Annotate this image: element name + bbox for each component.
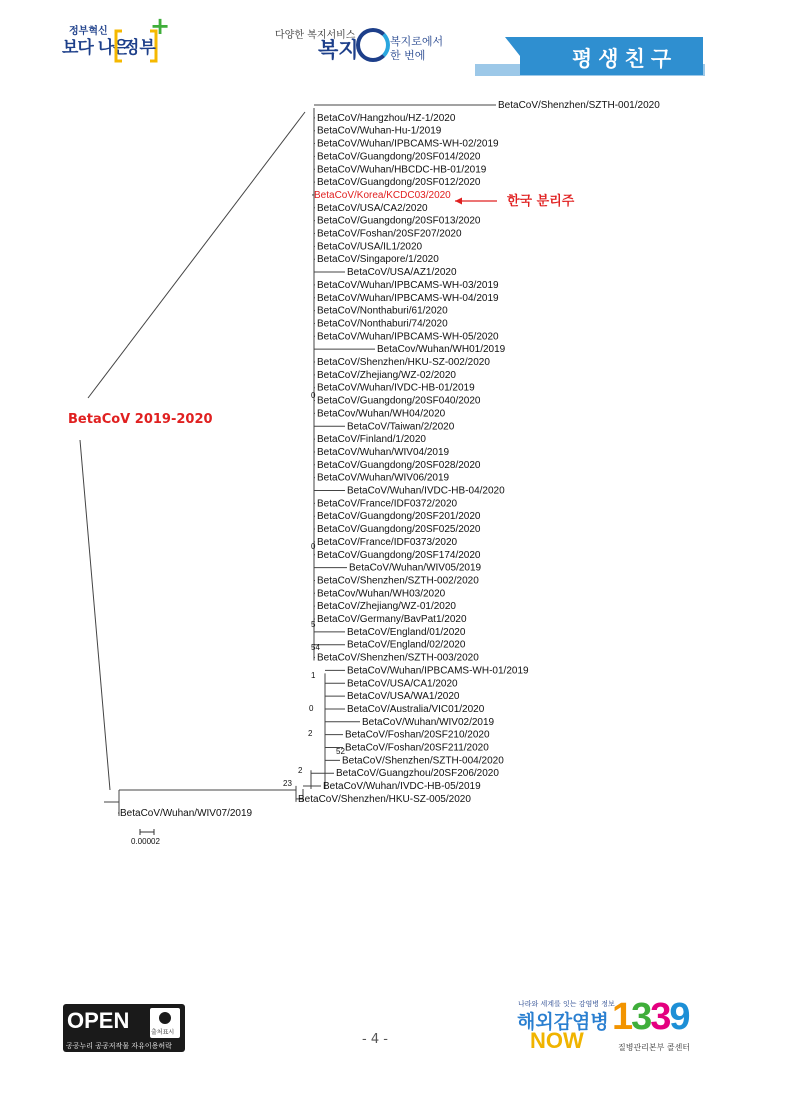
leaf-label: BetaCoV/Guangdong/20SF025/2020 bbox=[317, 524, 481, 536]
leaf-label: BetaCoV/Singapore/1/2020 bbox=[317, 254, 439, 266]
leaf-label: BetaCoV/Shenzhen/SZTH-002/2020 bbox=[317, 575, 479, 587]
leaf-label: BetaCoV/Guangdong/20SF028/2020 bbox=[317, 459, 481, 471]
support-value: 0 bbox=[309, 704, 314, 713]
leaf-label: BetaCoV/Wuhan/IVDC-HB-05/2019 bbox=[323, 781, 481, 793]
leaf-label: BetaCoV/Foshan/20SF210/2020 bbox=[345, 729, 490, 741]
open-license-word: OPEN bbox=[67, 1008, 130, 1033]
leaf-label: BetaCoV/USA/CA2/2020 bbox=[317, 202, 428, 214]
leaf-label: BetaCoV/USA/AZ1/2020 bbox=[347, 267, 457, 279]
highlight-arrow-icon bbox=[455, 198, 497, 205]
support-value: 0 bbox=[311, 542, 316, 551]
leaf-label: BetaCov/Wuhan/WH04/2020 bbox=[317, 408, 446, 420]
leaf-label: BetaCoV/Foshan/20SF211/2020 bbox=[345, 742, 489, 754]
leaf-label: BetaCoV/France/IDF0372/2020 bbox=[317, 498, 458, 510]
leaf-label: BetaCoV/Germany/BavPat1/2020 bbox=[317, 614, 467, 625]
leaf-label: BetaCoV/Wuhan/IPBCAMS-WH-04/2019 bbox=[317, 292, 499, 304]
leaf-label: BetaCoV/Nonthaburi/74/2020 bbox=[317, 318, 448, 330]
leaf-label: BetaCoV/England/01/2020 bbox=[347, 626, 466, 638]
logo-innovation-tagline: 정부혁신 bbox=[69, 26, 108, 37]
logo-innovation-left: 보다 나은 bbox=[62, 38, 129, 58]
leaf-label: BetaCov/Wuhan/WH03/2020 bbox=[317, 588, 446, 600]
leaf-label: BetaCoV/Australia/VIC01/2020 bbox=[347, 703, 485, 715]
leaf-label: BetaCoV/Zhejiang/WZ-02/2020 bbox=[317, 369, 456, 381]
plus-icon: + bbox=[150, 12, 171, 40]
support-value: 2 bbox=[298, 766, 303, 775]
leaf-label: BetaCoV/Shenzhen/SZTH-001/2020 bbox=[498, 100, 660, 111]
scale-label: 0.00002 bbox=[131, 837, 160, 846]
leaf-label: BetaCoV/Guangdong/20SF201/2020 bbox=[317, 511, 481, 523]
leaf-label: BetaCoV/USA/IL1/2020 bbox=[317, 241, 423, 253]
support-value: 52 bbox=[336, 747, 345, 756]
support-value: 5 bbox=[311, 620, 316, 629]
logo-welfare-side-2: 한 번에 bbox=[390, 49, 426, 62]
support-value: 54 bbox=[311, 643, 320, 652]
person-icon bbox=[159, 1012, 171, 1024]
leaf-label: BetaCoV/Guangzhou/20SF206/2020 bbox=[336, 768, 499, 780]
leaf-label: BetaCoV/Shenzhen/HKU-SZ-005/2020 bbox=[298, 793, 471, 805]
korea-isolate-label: 한국 분리주 bbox=[507, 194, 575, 209]
leaf-label: BetaCoV/Wuhan/WIV02/2019 bbox=[362, 716, 495, 728]
leaf-label: BetaCoV/Wuhan/HBCDC-HB-01/2019 bbox=[317, 164, 487, 176]
leaf-label: BetaCoV/Finland/1/2020 bbox=[317, 434, 426, 446]
leaf-label: BetaCoV/Shenzhen/HKU-SZ-002/2020 bbox=[317, 357, 490, 368]
clade-bracket-line bbox=[88, 112, 305, 398]
support-value: 1 bbox=[311, 671, 316, 680]
leaf-label: BetaCoV/USA/CA1/2020 bbox=[347, 678, 458, 690]
banner-title: 평생친구 bbox=[572, 47, 678, 71]
hotline-digit: 1 bbox=[612, 996, 632, 1038]
now-logo-main: 해외감염병 bbox=[517, 1011, 609, 1033]
leaf-label: BetaCoV/Wuhan/IVDC-HB-04/2020 bbox=[347, 485, 505, 497]
leaf-label: BetaCoV/Wuhan/WIV06/2019 bbox=[317, 472, 450, 484]
leaf-label: BetaCoV/Foshan/20SF207/2020 bbox=[317, 228, 462, 240]
hotline-caption: 질병관리본부 콜센터 bbox=[618, 1043, 691, 1052]
leaf-label: BetaCoV/Wuhan/IPBCAMS-WH-01/2019 bbox=[347, 665, 529, 677]
open-license-caption: 공공누리 공공저작물 자유이용허락 bbox=[66, 1042, 172, 1050]
leaf-label: BetaCoV/USA/WA1/2020 bbox=[347, 691, 460, 703]
leaf-label: BetaCoV/Guangdong/20SF040/2020 bbox=[317, 395, 481, 407]
attribution-tag: 출처표시 bbox=[151, 1029, 175, 1036]
hotline-digit: 3 bbox=[631, 996, 651, 1038]
leaf-label: BetaCoV/Hangzhou/HZ-1/2020 bbox=[317, 112, 456, 124]
hotline-digit: 9 bbox=[669, 996, 689, 1038]
leaf-label: BetaCoV/Wuhan/IPBCAMS-WH-05/2020 bbox=[317, 331, 499, 343]
logo-innovation-word: 정부 bbox=[123, 38, 156, 58]
highlighted-leaf-label: BetaCoV/Korea/KCDC03/2020 bbox=[314, 189, 451, 201]
leaf-label: BetaCoV/Guangdong/20SF174/2020 bbox=[317, 549, 481, 561]
leaf-label: BetaCoV/Wuhan-Hu-1/2019 bbox=[317, 125, 442, 137]
support-value: 23 bbox=[283, 779, 292, 788]
hotline-logo bbox=[612, 996, 689, 1039]
leaf-label: BetaCoV/Wuhan/WIV07/2019 bbox=[120, 808, 253, 819]
leaf-label: BetaCoV/Nonthaburi/61/2020 bbox=[317, 305, 448, 317]
clade-label: BetaCoV 2019-2020 bbox=[68, 412, 213, 427]
leaf-label: BetaCoV/Taiwan/2/2020 bbox=[347, 421, 455, 433]
leaf-label: BetaCoV/Zhejiang/WZ-01/2020 bbox=[317, 601, 456, 613]
leaf-label: BetaCoV/Guangdong/20SF014/2020 bbox=[317, 151, 481, 163]
now-logo-tagline: 나라와 세계를 잇는 감염병 정보 bbox=[518, 1000, 615, 1008]
leaf-label: BetaCoV/England/02/2020 bbox=[347, 639, 466, 651]
leaf-label: BetaCoV/France/IDF0373/2020 bbox=[317, 536, 458, 548]
leaf-label: BetaCoV/Wuhan/IPBCAMS-WH-02/2019 bbox=[317, 138, 499, 150]
leaf-label: BetaCoV/Guangdong/20SF013/2020 bbox=[317, 215, 481, 227]
logo-welfare-tagline: 다양한 복지서비스 bbox=[275, 30, 356, 41]
leaf-label: BetaCoV/Shenzhen/SZTH-003/2020 bbox=[317, 652, 479, 664]
leaf-label: BetaCoV/Wuhan/WIV04/2019 bbox=[317, 446, 450, 458]
leaf-label: BetaCoV/Wuhan/IVDC-HB-01/2019 bbox=[317, 382, 475, 394]
now-logo-sub: NOW bbox=[530, 1028, 584, 1053]
clade-bracket-line bbox=[80, 440, 110, 790]
logo-welfare-side-1: 복지로에서 bbox=[390, 35, 444, 48]
hotline-digit: 3 bbox=[650, 996, 670, 1038]
support-value: 2 bbox=[308, 729, 313, 738]
leaf-label: BetaCoV/Wuhan/IPBCAMS-WH-03/2019 bbox=[317, 279, 499, 291]
logo-welfare-main: 복지 bbox=[318, 38, 359, 62]
leaf-label: BetaCoV/Shenzhen/SZTH-004/2020 bbox=[342, 755, 504, 767]
support-value: 0 bbox=[311, 391, 316, 400]
page-number: - 4 - bbox=[362, 1032, 388, 1047]
leaf-label: BetaCoV/Wuhan/WIV05/2019 bbox=[349, 562, 482, 574]
leaf-label: BetaCoV/Guangdong/20SF012/2020 bbox=[317, 177, 481, 189]
leaf-label: BetaCov/Wuhan/WH01/2019 bbox=[377, 344, 506, 356]
